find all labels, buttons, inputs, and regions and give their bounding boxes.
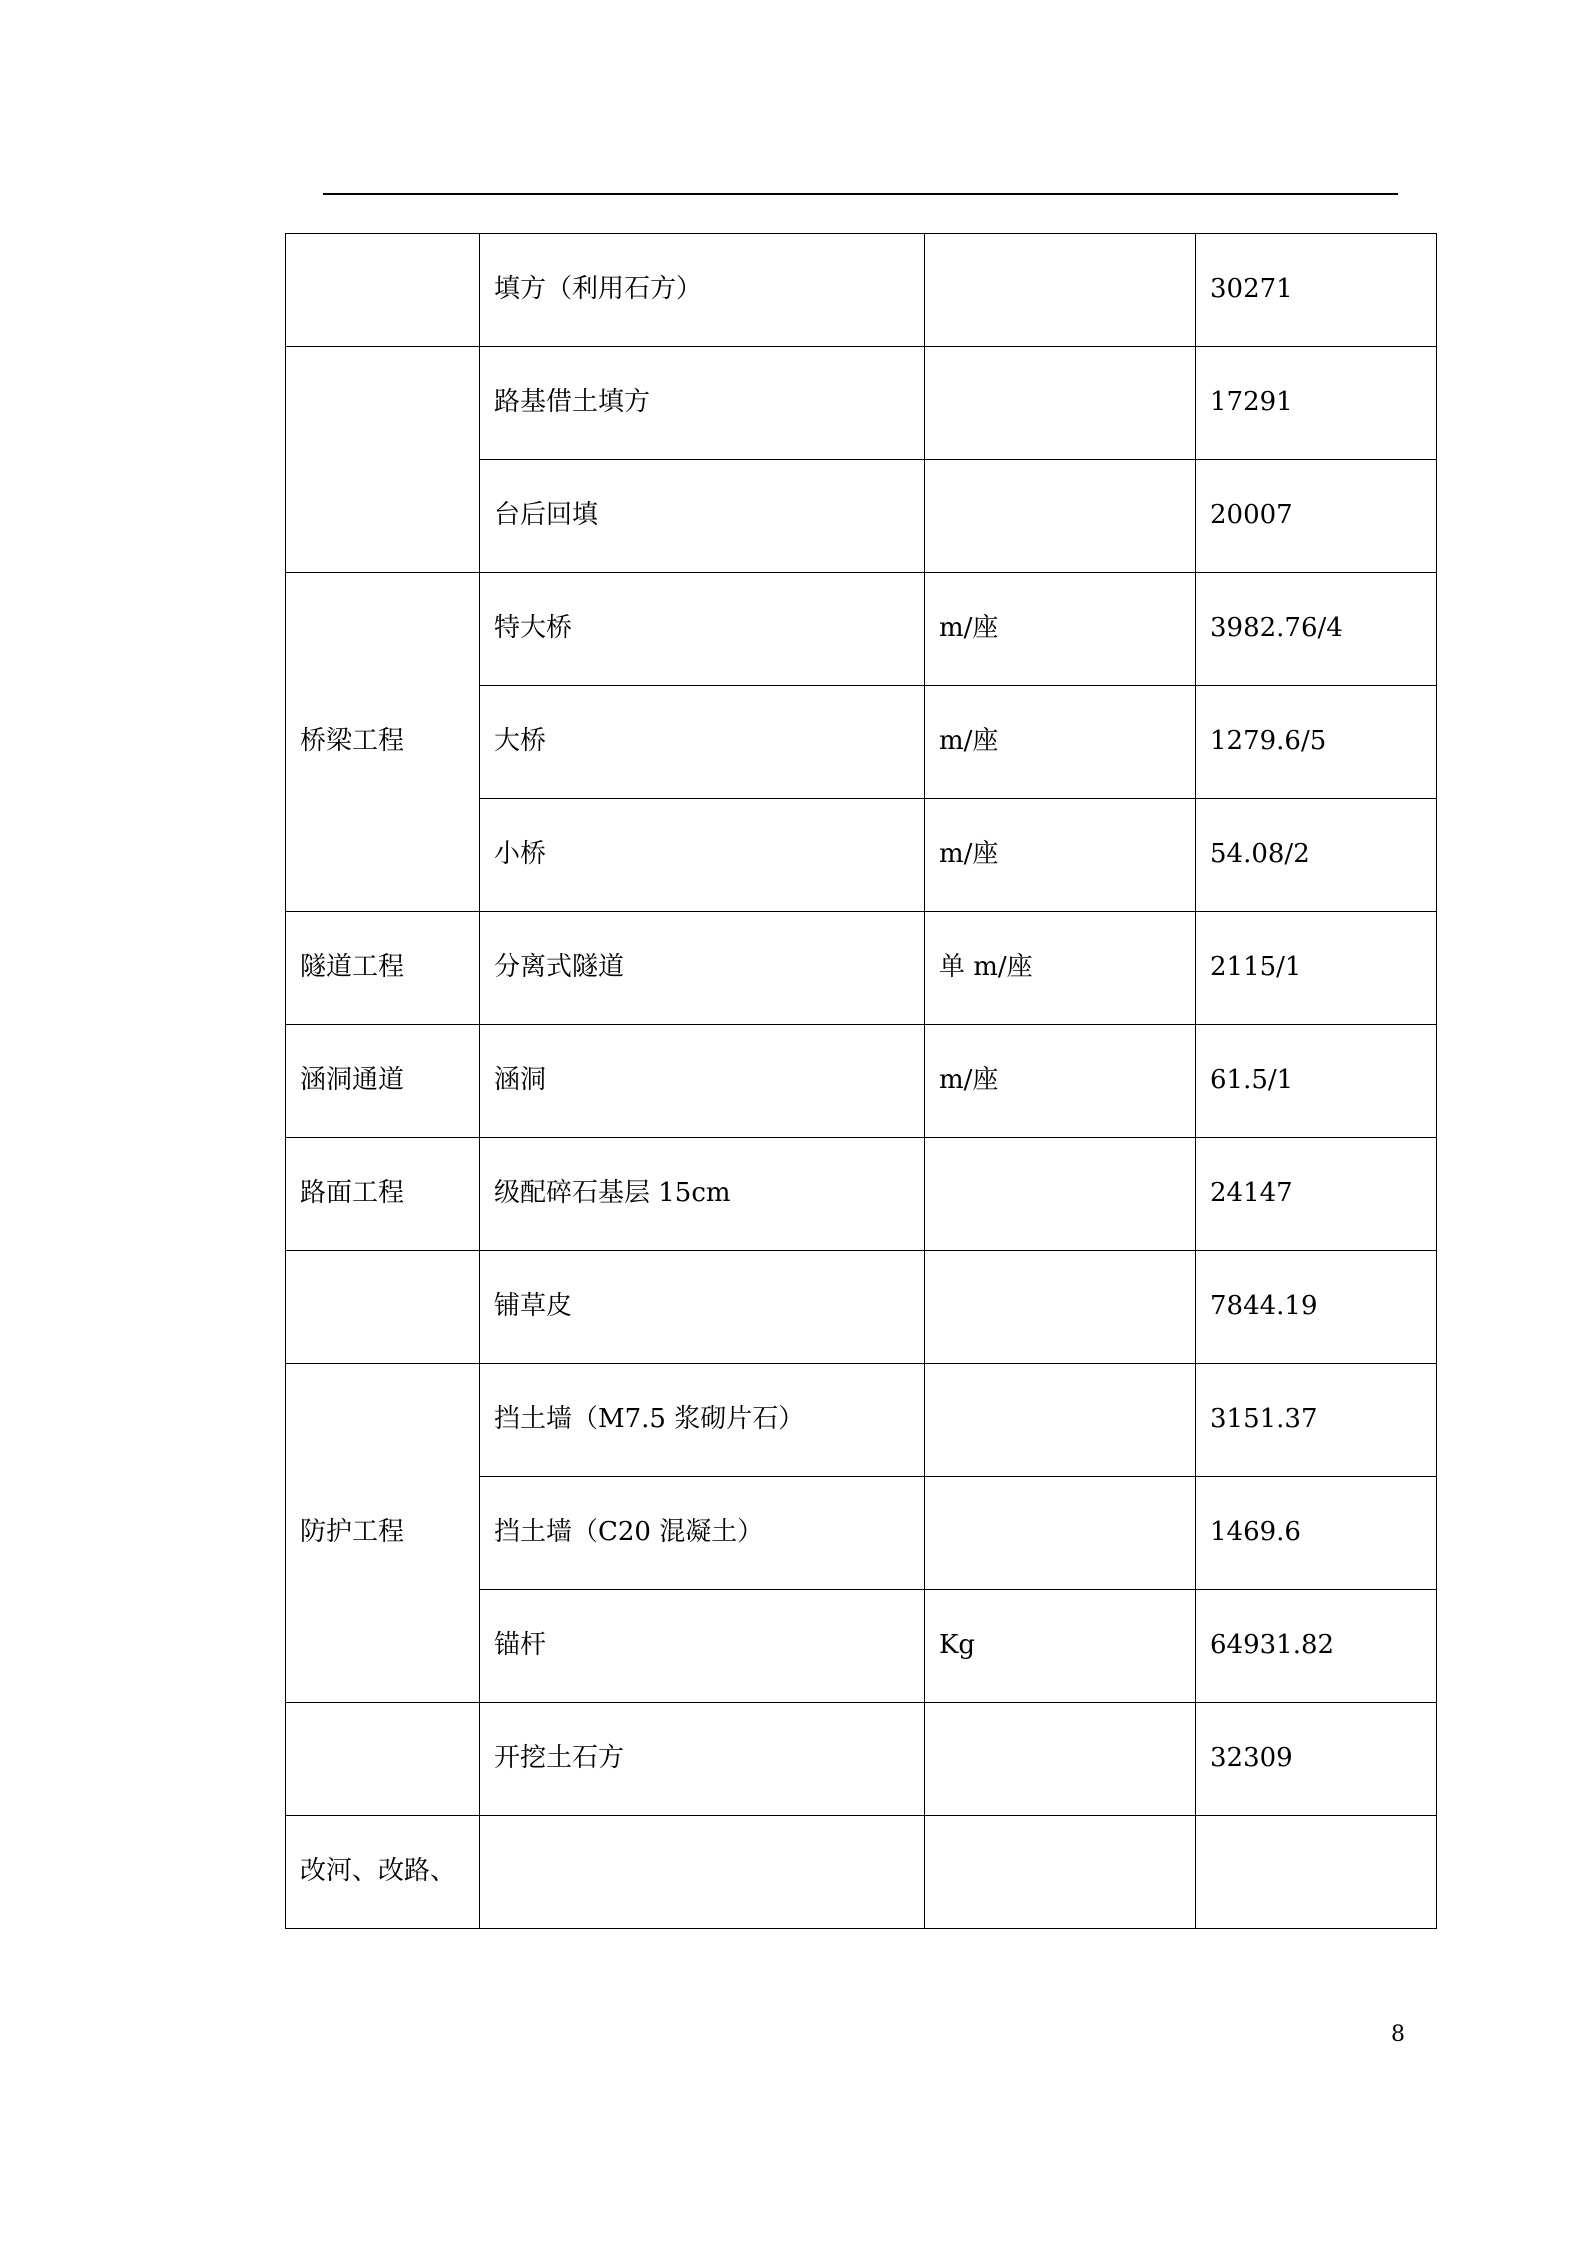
item-cell: 填方（利用石方） xyxy=(480,234,925,347)
item-cell: 分离式隧道 xyxy=(480,912,925,1025)
unit-cell: 单 m/座 xyxy=(925,912,1196,1025)
header-rule xyxy=(323,193,1398,195)
unit-cell xyxy=(925,1816,1196,1929)
quantity-cell: 24147 xyxy=(1196,1138,1437,1251)
category-cell xyxy=(286,234,480,347)
category-cell: 隧道工程 xyxy=(286,912,480,1025)
unit-cell xyxy=(925,234,1196,347)
unit-cell xyxy=(925,1138,1196,1251)
quantity-cell: 61.5/1 xyxy=(1196,1025,1437,1138)
category-cell: 路面工程 xyxy=(286,1138,480,1251)
item-cell: 挡土墙（C20 混凝土） xyxy=(480,1477,925,1590)
category-cell xyxy=(286,1703,480,1816)
unit-cell xyxy=(925,1251,1196,1364)
category-cell: 桥梁工程 xyxy=(286,573,480,912)
unit-cell: m/座 xyxy=(925,1025,1196,1138)
quantity-cell xyxy=(1196,1816,1437,1929)
table-row xyxy=(286,347,1437,460)
category-cell xyxy=(286,1251,480,1364)
table-row xyxy=(286,1364,1437,1477)
table-row xyxy=(286,234,1437,347)
item-cell: 开挖土石方 xyxy=(480,1703,925,1816)
unit-cell xyxy=(925,1477,1196,1590)
quantities-table xyxy=(285,233,1437,1929)
unit-cell: m/座 xyxy=(925,799,1196,912)
quantity-cell: 17291 xyxy=(1196,347,1437,460)
unit-cell xyxy=(925,347,1196,460)
item-cell: 特大桥 xyxy=(480,573,925,686)
table-row xyxy=(286,1816,1437,1929)
unit-cell xyxy=(925,1364,1196,1477)
item-cell: 大桥 xyxy=(480,686,925,799)
item-cell: 锚杆 xyxy=(480,1590,925,1703)
item-cell: 台后回填 xyxy=(480,460,925,573)
quantity-cell: 3151.37 xyxy=(1196,1364,1437,1477)
quantity-cell: 2115/1 xyxy=(1196,912,1437,1025)
category-cell xyxy=(286,347,480,573)
item-cell: 级配碎石基层 15cm xyxy=(480,1138,925,1251)
quantity-cell: 30271 xyxy=(1196,234,1437,347)
quantity-cell: 1279.6/5 xyxy=(1196,686,1437,799)
unit-cell xyxy=(925,460,1196,573)
quantity-cell: 64931.82 xyxy=(1196,1590,1437,1703)
quantity-cell: 54.08/2 xyxy=(1196,799,1437,912)
table-row xyxy=(286,912,1437,1025)
quantity-cell: 7844.19 xyxy=(1196,1251,1437,1364)
category-cell: 防护工程 xyxy=(286,1364,480,1703)
category-cell: 改河、改路、 xyxy=(286,1816,480,1929)
item-cell xyxy=(480,1816,925,1929)
quantity-cell: 1469.6 xyxy=(1196,1477,1437,1590)
category-cell: 涵洞通道 xyxy=(286,1025,480,1138)
table-row xyxy=(286,1251,1437,1364)
table-row xyxy=(286,1025,1437,1138)
quantity-cell: 3982.76/4 xyxy=(1196,573,1437,686)
page-number: 8 xyxy=(1391,2022,1405,2047)
quantity-cell: 20007 xyxy=(1196,460,1437,573)
item-cell: 涵洞 xyxy=(480,1025,925,1138)
unit-cell xyxy=(925,1703,1196,1816)
item-cell: 小桥 xyxy=(480,799,925,912)
item-cell: 挡土墙（M7.5 浆砌片石） xyxy=(480,1364,925,1477)
table-row xyxy=(286,573,1437,686)
unit-cell: m/座 xyxy=(925,573,1196,686)
table-row xyxy=(286,1703,1437,1816)
table-row xyxy=(286,1138,1437,1251)
quantity-cell: 32309 xyxy=(1196,1703,1437,1816)
unit-cell: m/座 xyxy=(925,686,1196,799)
unit-cell: Kg xyxy=(925,1590,1196,1703)
item-cell: 路基借土填方 xyxy=(480,347,925,460)
item-cell: 铺草皮 xyxy=(480,1251,925,1364)
